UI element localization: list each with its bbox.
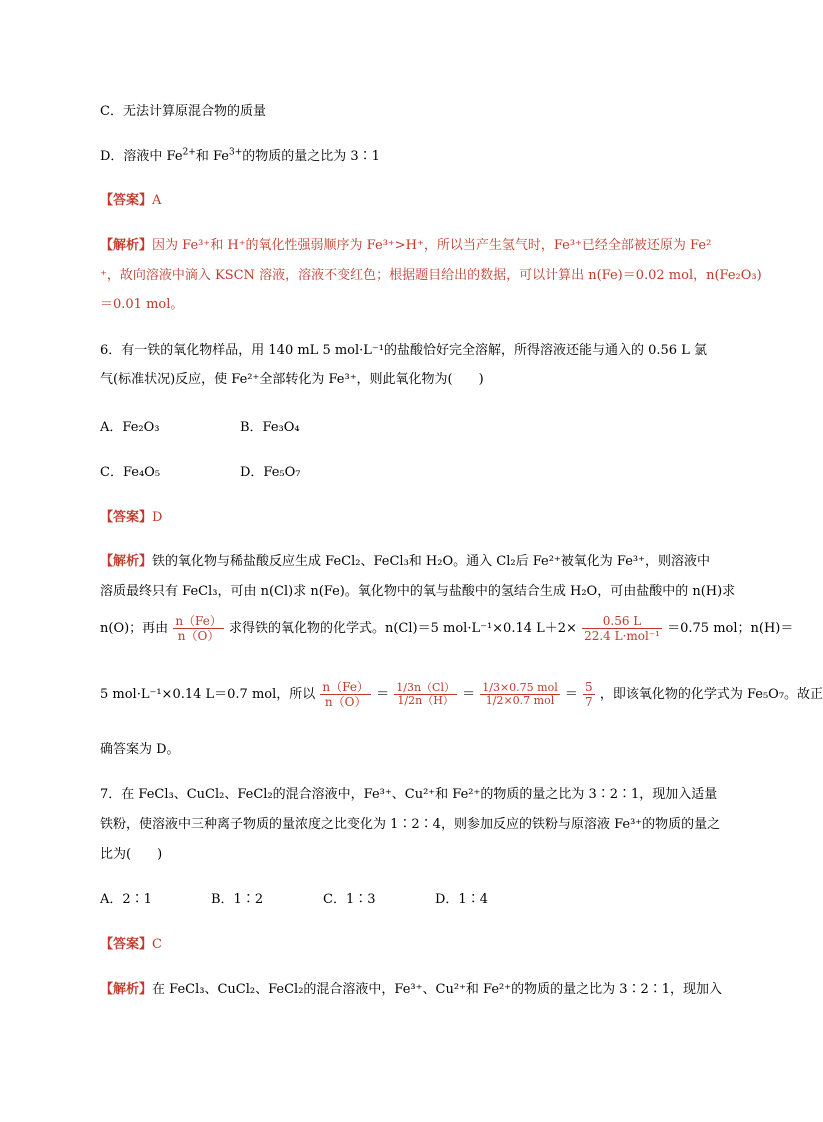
q6-analysis-line-2: 溶质最终只有 FeCl₃，可由 n(Cl)求 n(Fe)。氧化物中的氧与盐酸中的氢结合生成 H₂O，可由盐酸中的 n(H)求: [100, 584, 736, 599]
q5-option-c: C．无法计算原混合物的质量: [100, 104, 266, 119]
fraction-denominator: n（O）: [177, 629, 220, 643]
q7-option-b: B．1∶2: [211, 892, 264, 907]
q5-option-d-text: D．溶液中 Fe: [100, 149, 183, 164]
analysis-text: 求得铁的氧化物的化学式。n(Cl)＝5 mol·L⁻¹×0.14 L＋2×: [228, 621, 577, 636]
q7-stem-line-3: 比为( ): [100, 847, 163, 862]
analysis-text: 在 FeCl₃、CuCl₂、FeCl₂的混合溶液中，Fe³⁺、Cu²⁺和 Fe²⁺的物质的量之比为 3∶2∶1，现加入: [152, 982, 723, 997]
fraction-denominator: 7: [585, 695, 593, 709]
q7-stem-line-2: 铁粉，使溶液中三种离子物质的量浓度之比变化为 1∶2∶4，则参加反应的铁粉与原溶液 Fe³⁺的物质的量之: [100, 817, 721, 832]
fraction-numerator: 5: [585, 680, 593, 694]
symbol: n（H）: [415, 694, 454, 707]
equals-sign: ＝: [376, 687, 390, 702]
fraction-molar-volume: [582, 614, 662, 643]
q6-option-d: D．Fe₅O₇: [240, 465, 301, 480]
fraction-numerator: 1/3×0.75 mol: [482, 681, 558, 694]
q6-option-b: B．Fe₃O₄: [240, 420, 300, 435]
fraction-denominator: 22.4 L·mol⁻¹: [584, 629, 660, 643]
q6-stem-line-1: 6．有一铁的氧化物样品，用 140 mL 5 mol·L⁻¹的盐酸恰好完全溶解，所得溶液还能与通入的 0.56 L 氯: [100, 343, 707, 358]
q6-analysis-line-3: [100, 614, 793, 643]
fraction-numerator: 0.56 L: [582, 614, 662, 629]
fraction-denominator: n（O）: [324, 695, 367, 709]
q5-option-d-text: 的物质的量之比为 3∶1: [242, 149, 380, 164]
q7-option-c: C．1∶3: [323, 892, 376, 907]
fraction-denominator: 1/2×0.7 mol: [485, 694, 555, 707]
fraction-numerator: n（Fe）: [322, 680, 369, 694]
analysis-label: 【解析】: [100, 238, 153, 253]
q7-analysis-line-1: [100, 980, 722, 1000]
coefficient: 1/3: [396, 681, 414, 694]
answer-value: D: [152, 510, 163, 525]
q6-answer: [100, 508, 162, 528]
superscript: 3+: [228, 147, 243, 158]
answer-value: A: [152, 193, 162, 208]
q6-option-a: A．Fe₂O₃: [100, 420, 160, 435]
coefficient: 1/2: [397, 694, 416, 707]
fraction-numerator: n（Fe）: [175, 614, 222, 628]
analysis-text: ＝0.75 mol；n(H)＝: [667, 621, 794, 636]
q7-option-d: D．1∶4: [435, 892, 488, 907]
answer-label: 【答案】: [100, 510, 153, 525]
q7-stem-line-1: 7．在 FeCl₃、CuCl₂、FeCl₂的混合溶液中，Fe³⁺、Cu²⁺和 Fe²⁺的物质的量之比为 3∶2∶1，现加入适量: [100, 787, 718, 802]
fraction-denominator: [394, 695, 457, 707]
q5-option-d-text: 和 Fe: [195, 149, 229, 164]
analysis-text: ，即该氧化物的化学式为 Fe₅O₇。故正: [599, 687, 823, 702]
q5-answer: [100, 191, 161, 211]
answer-label: 【答案】: [100, 937, 153, 952]
answer-label: 【答案】: [100, 193, 153, 208]
q6-stem-line-2: 气(标准状况)反应，使 Fe²⁺全部转化为 Fe³⁺，则此氧化物为( ): [100, 372, 484, 387]
q5-analysis-line-2: ⁺，故向溶液中滴入 KSCN 溶液，溶液不变红色；根据题目给出的数据，可以计算出 n(Fe)＝0.02 mol，n(Fe₂O₃): [100, 268, 762, 283]
q7-option-a: A．2∶1: [100, 892, 152, 907]
equals-sign: ＝: [564, 687, 578, 702]
analysis-text: 铁的氧化物与稀盐酸反应生成 FeCl₂、FeCl₃和 H₂O。通入 Cl₂后 Fe²⁺被氧化为 Fe³⁺，则溶液中: [152, 554, 710, 569]
fraction-cl-over-h: [394, 682, 457, 707]
fraction-result: [583, 680, 595, 709]
analysis-text: 5 mol·L⁻¹×0.14 L＝0.7 mol，所以: [100, 687, 316, 702]
analysis-label: 【解析】: [100, 982, 153, 997]
superscript: 2+: [182, 147, 196, 158]
q6-analysis-line-1: [100, 552, 710, 572]
fraction-fe-over-o: [320, 680, 371, 709]
q5-analysis-line-3: ＝0.01 mol。: [100, 297, 184, 312]
q6-analysis-line-5: 确答案为 D。: [100, 742, 180, 757]
analysis-text: 因为 Fe³⁺和 H⁺的氧化性强弱顺序为 Fe³⁺>H⁺，所以当产生氢气时，Fe³⁺已经全部被还原为 Fe²: [152, 238, 712, 253]
analysis-label: 【解析】: [100, 554, 153, 569]
q6-analysis-line-4: [100, 680, 823, 709]
q6-option-c: C．Fe₄O₅: [100, 465, 161, 480]
q5-option-d: [100, 147, 380, 167]
q7-answer: [100, 935, 162, 955]
q5-analysis-line-1: [100, 236, 711, 256]
fraction-values: [480, 682, 559, 707]
fraction-fe-over-o: [173, 614, 224, 643]
answer-value: C: [152, 937, 162, 952]
symbol: n（Cl）: [413, 681, 455, 694]
equals-sign: ＝: [462, 687, 476, 702]
analysis-text: n(O)；再由: [100, 621, 169, 636]
